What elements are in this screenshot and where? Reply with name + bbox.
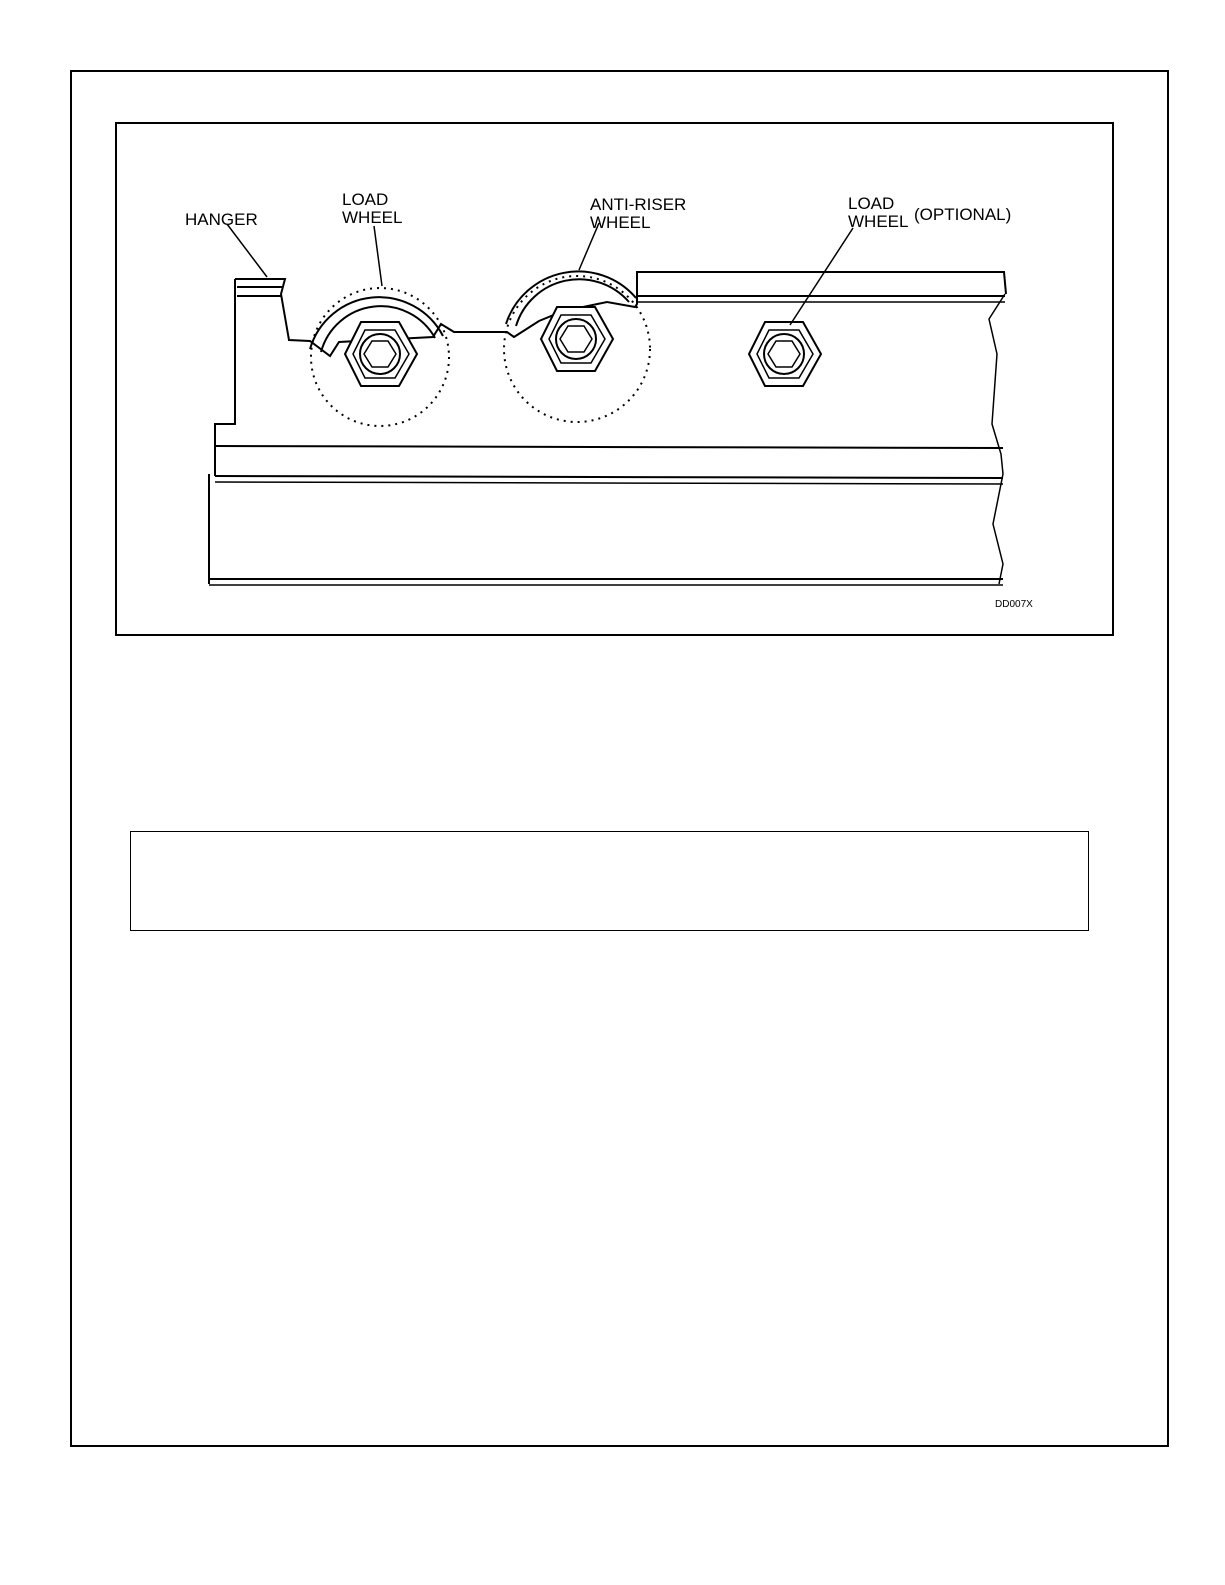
rail-mid-line-3 bbox=[215, 482, 1003, 484]
load-wheel-1 bbox=[310, 288, 449, 426]
note-box bbox=[130, 831, 1089, 931]
label-load-wheel-2-line2: WHEEL bbox=[848, 212, 909, 231]
label-load-wheel-2-line1: LOAD bbox=[848, 194, 895, 213]
optional-load-wheel bbox=[749, 322, 821, 386]
label-anti-riser-line2: WHEEL bbox=[590, 213, 651, 232]
label-anti-riser-line1: ANTI-RISER bbox=[590, 195, 687, 214]
label-hanger: HANGER bbox=[185, 210, 258, 229]
trolley-diagram bbox=[117, 124, 1112, 634]
drawing-code: DD007X bbox=[995, 599, 1033, 610]
label-load-wheel-1-line2: WHEEL bbox=[342, 208, 403, 227]
rail-mid-line-2 bbox=[215, 476, 1003, 478]
load-wheel-1-leader bbox=[374, 226, 382, 286]
label-optional: (OPTIONAL) bbox=[914, 205, 1012, 224]
anti-riser-wheel bbox=[504, 271, 650, 422]
figure-frame bbox=[115, 122, 1114, 636]
hanger-leader bbox=[227, 224, 267, 277]
label-load-wheel-1-line1: LOAD bbox=[342, 190, 389, 209]
rail-break-edge bbox=[989, 294, 1005, 584]
rail-mid-line bbox=[215, 446, 1003, 448]
load-wheel-2-leader bbox=[790, 228, 853, 325]
